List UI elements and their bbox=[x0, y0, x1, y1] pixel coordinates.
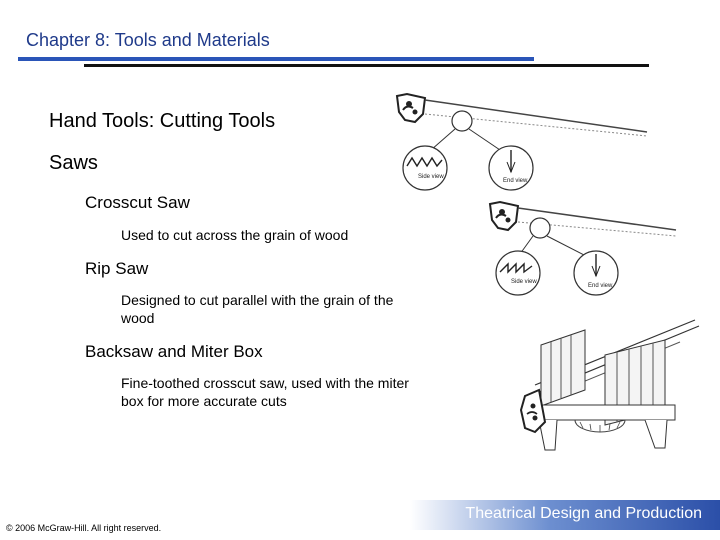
slide-heading: Hand Tools: Cutting Tools bbox=[49, 110, 276, 132]
backsaw-miter-box-illustration bbox=[505, 310, 705, 470]
rip-saw-illustration bbox=[478, 196, 678, 301]
section-title: Saws bbox=[49, 152, 98, 174]
item-description-crosscut: Used to cut across the grain of wood bbox=[121, 227, 349, 243]
crosscut-saw-illustration bbox=[385, 88, 650, 193]
copyright-notice: © 2006 McGraw-Hill. All right reserved. bbox=[6, 523, 162, 533]
header-rule-black bbox=[84, 64, 649, 67]
rip-end-label: End view bbox=[588, 283, 613, 289]
rip-side-label: Side view bbox=[511, 279, 537, 285]
crosscut-side-label: Side view bbox=[418, 174, 444, 180]
header-rule-blue bbox=[18, 57, 534, 61]
item-title-backsaw: Backsaw and Miter Box bbox=[85, 342, 263, 361]
chapter-title: Chapter 8: Tools and Materials bbox=[26, 30, 270, 50]
item-description-backsaw: Fine-toothed crosscut saw, used with the miter box for more accurate cuts bbox=[121, 375, 409, 409]
item-description-rip: Designed to cut parallel with the grain of the wood bbox=[121, 292, 394, 326]
item-title-crosscut: Crosscut Saw bbox=[85, 193, 190, 212]
crosscut-end-label: End view bbox=[503, 178, 528, 184]
item-title-rip: Rip Saw bbox=[85, 259, 149, 278]
footer-course-title: Theatrical Design and Production bbox=[465, 505, 702, 522]
